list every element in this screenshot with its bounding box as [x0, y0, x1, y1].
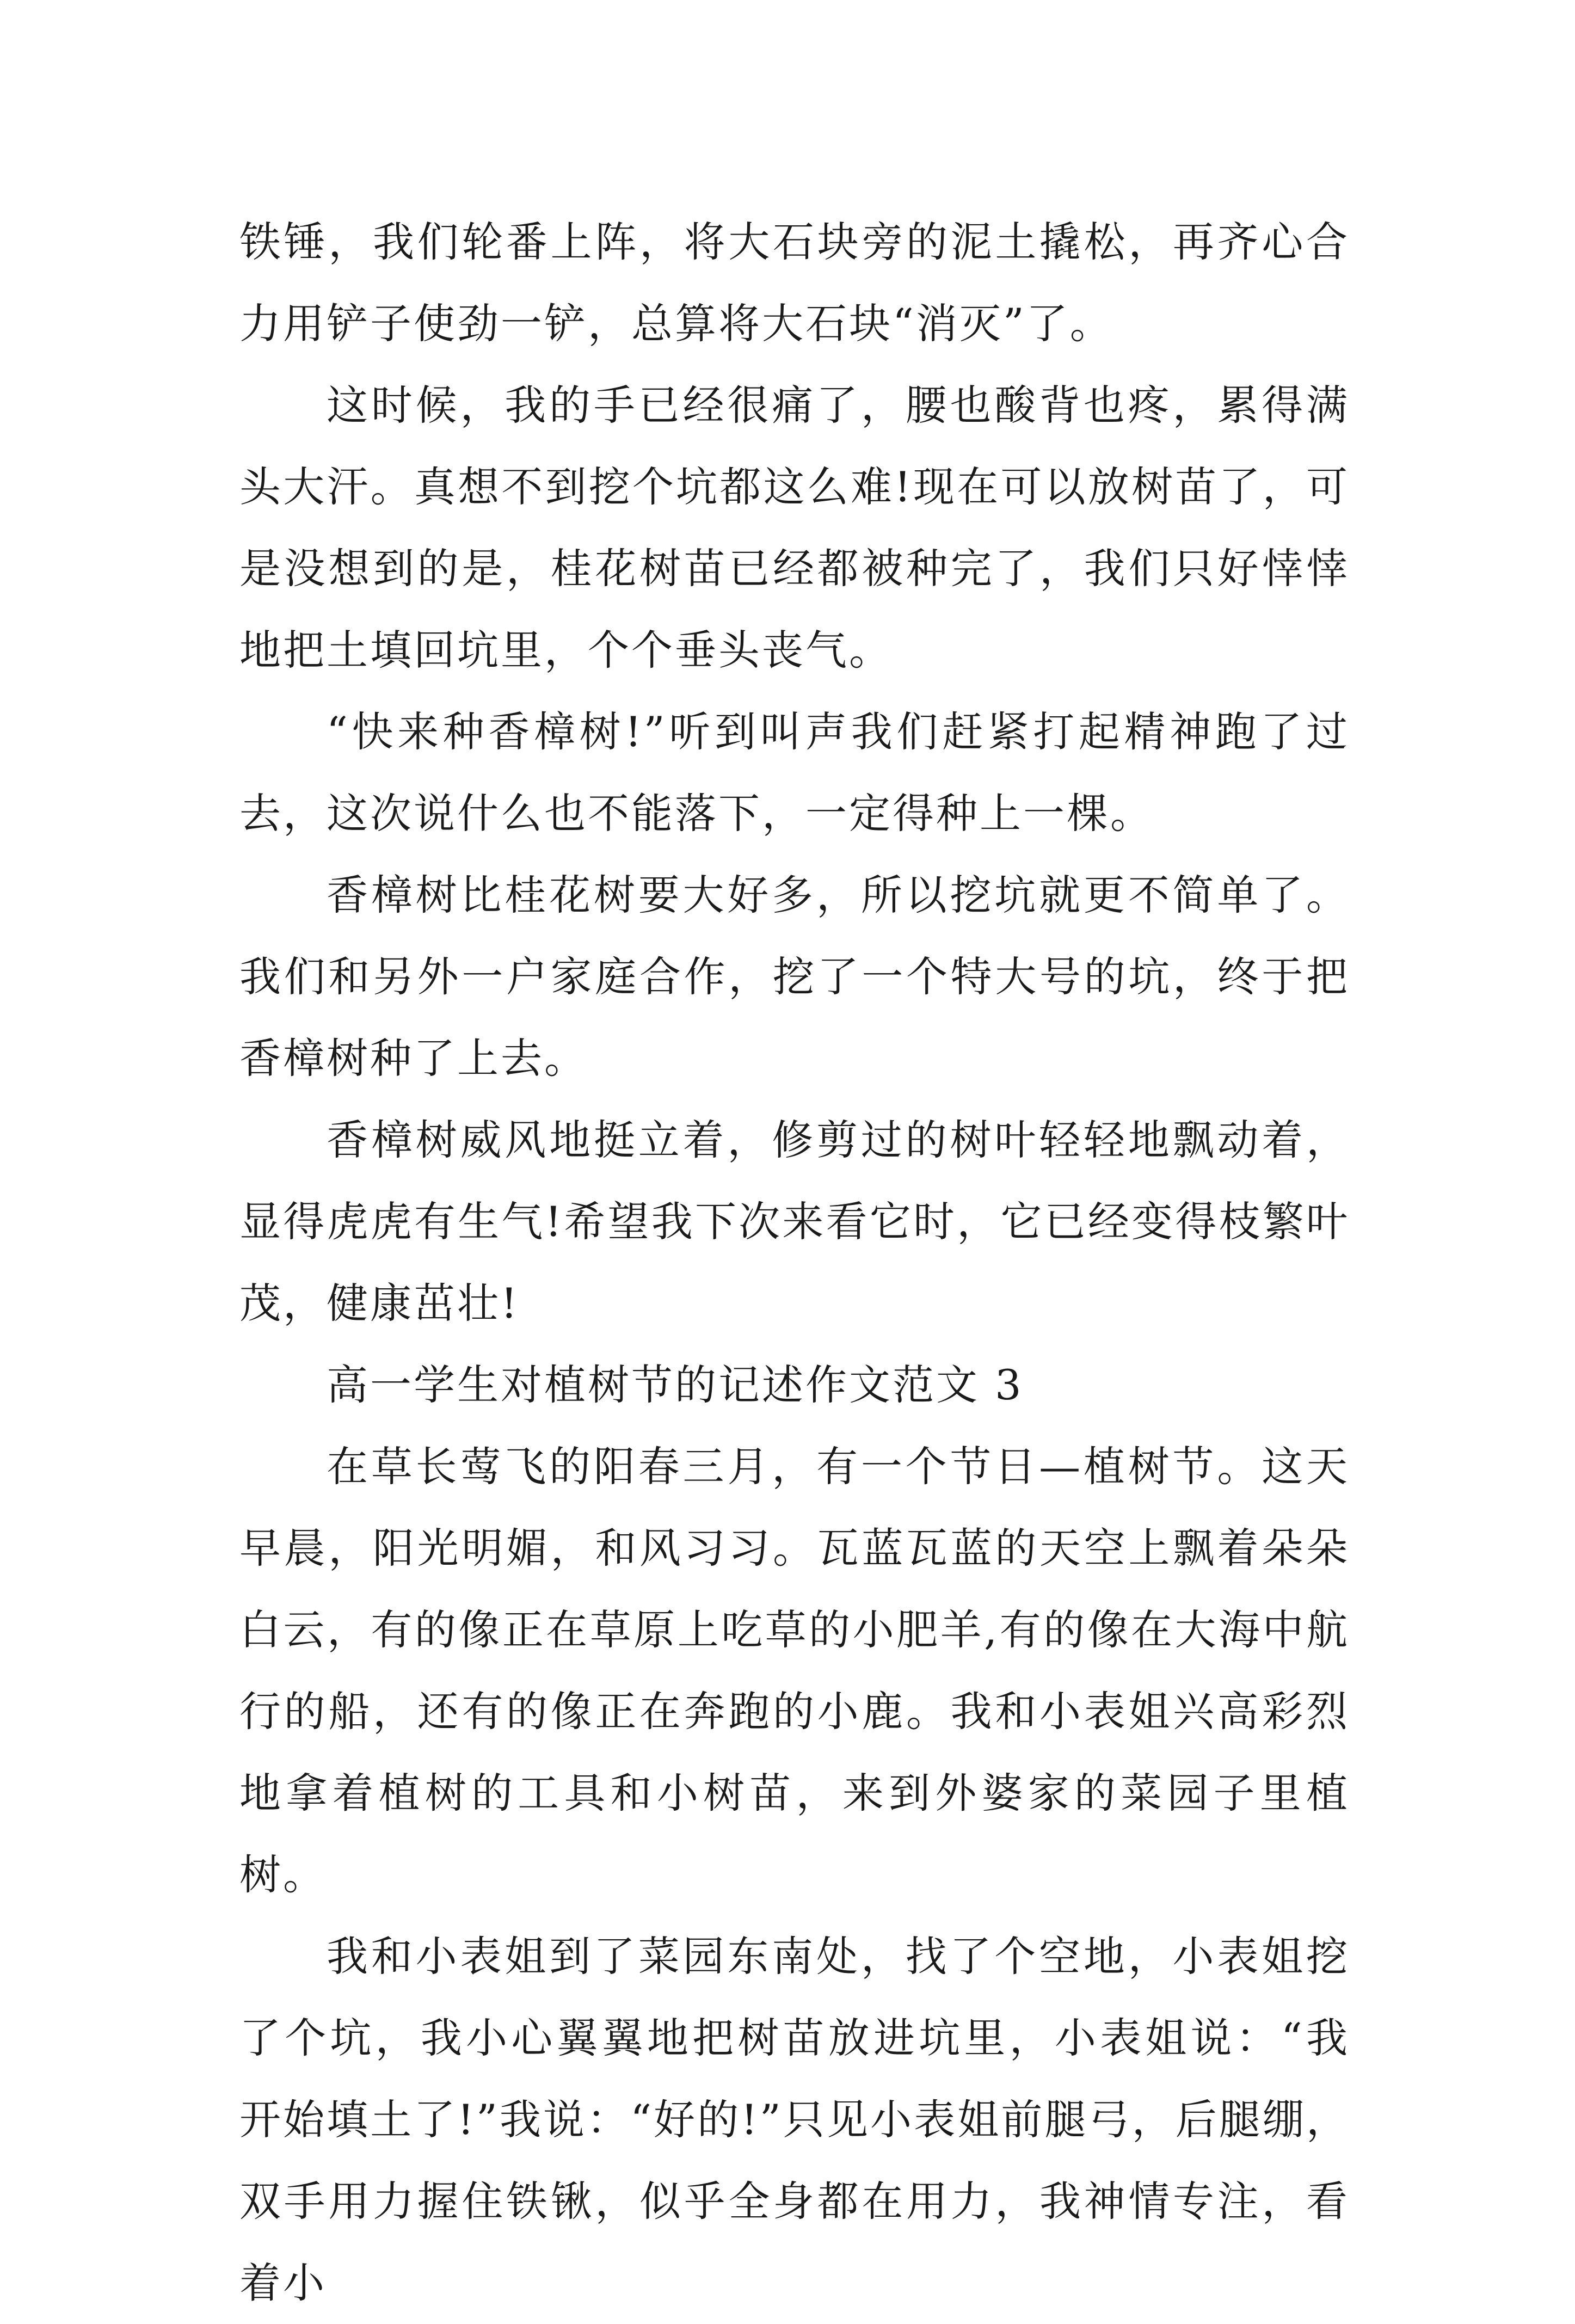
- paragraph-3: “快来种香樟树!”听到叫声我们赶紧打起精神跑了过去，这次说什么也不能落下，一定得种上一棵。: [239, 708, 1350, 838]
- paragraph-4: 香樟树比桂花树要大好多，所以挖坑就更不简单了。我们和另外一户家庭合作，挖了一个特大号的坑，终于把香樟树种了上去。: [239, 871, 1350, 1083]
- paragraph-1: 铁锤，我们轮番上阵，将大石块旁的泥土撬松，再齐心合力用铲子使劲一铲，总算将大石块“消灭”了。: [239, 218, 1350, 348]
- document-body: [239, 201, 1350, 2324]
- section-heading: 高一学生对植树节的记述作文范文 3: [327, 1361, 1024, 1409]
- paragraph-7: 我和小表姐到了菜园东南处，找了个空地，小表姐挖了个坑，我小心翼翼地把树苗放进坑里，小表姐说：“我开始填土了!”我说：“好的!”只见小表姐前腿弓，后腿绷，双手用力握住铁锹，似乎全身都在用力，我神情专注，看着小: [239, 1932, 1350, 2307]
- paragraph-5: 香樟树威风地挺立着，修剪过的树叶轻轻地飘动着，显得虎虎有生气!希望我下次来看它时，它已经变得枝繁叶茂，健康茁壮!: [239, 1116, 1350, 1327]
- paragraph-2: 这时候，我的手已经很痛了，腰也酸背也疼，累得满头大汗。真想不到挖个坑都这么难!现在可以放树苗了，可是没想到的是，桂花树苗已经都被种完了，我们只好悻悻地把土填回坑里，个个垂头丧气。: [239, 381, 1350, 674]
- paragraph-6: 在草长莺飞的阳春三月，有一个节日—植树节。这天早晨，阳光明媚，和风习习。瓦蓝瓦蓝的天空上飘着朵朵白云，有的像正在草原上吃草的小肥羊,有的像在大海中航行的船，还有的像正在奔跑的小鹿。我和小表姐兴高彩烈地拿着植树的工具和小树苗，来到外婆家的菜园子里植树。: [239, 1442, 1350, 1899]
